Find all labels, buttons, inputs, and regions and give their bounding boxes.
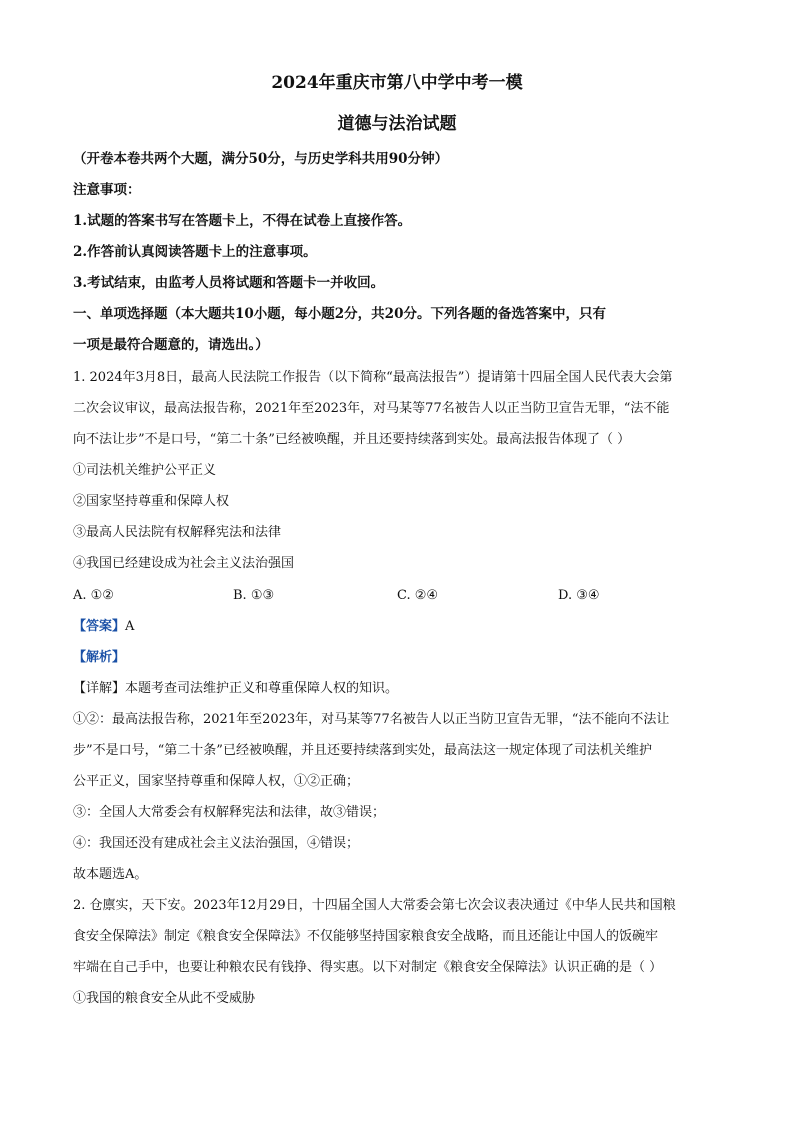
exam-title: 2024年重庆市第八中学中考一模 <box>271 73 523 93</box>
section-heading: 一、单项选择题（本大题共10小题，每小题2分，共20分。下列各题的备选答案中，只有 <box>73 306 606 322</box>
note-item: 3.考试结束，由监考人员将试题和答题卡一并收回。 <box>73 275 385 291</box>
answer-tag: 【答案】 <box>73 619 126 634</box>
detail-tag: 【详解】 <box>73 681 126 696</box>
q1-statement: ②国家坚持尊重和保障人权 <box>73 494 230 509</box>
q1-statement: ④我国已经建设成为社会主义法治强国 <box>73 556 295 571</box>
q1-stem: 1. 2024年3月8日，最高人民法院工作报告（以下简称“最高法报告”）提请第十四届全国人民代表大会第 <box>73 370 673 385</box>
detail-intro: 本题考查司法维护正义和尊重保障人权的知识。 <box>125 681 399 696</box>
q1-statement: ③最高人民法院有权解释宪法和法律 <box>73 525 282 540</box>
q2-stem: 2. 仓廪实，天下安。2023年12月29日，十四届全国人大常委会第七次会议表决通过《中华人民共和国粮 <box>73 898 676 913</box>
section-heading-cont: 一项是最符合题意的，请选出。） <box>73 337 269 353</box>
q1-detail-line: ③：全国人大常委会有权解释宪法和法律，故③错误； <box>73 805 386 820</box>
q1-statement: ①司法机关维护公平正义 <box>73 463 217 478</box>
q1-detail-line: ④：我国还没有建成社会主义法治强国，④错误； <box>73 836 360 851</box>
q1-answer-line <box>73 617 733 637</box>
q1-detail-intro-line <box>73 679 733 699</box>
q1-detail-line: 步”不是口号，“第二十条”已经被唤醒，并且还要持续落到实处，最高法这一规定体现了司法机关维护 <box>73 743 652 758</box>
exam-subtitle: 道德与法治试题 <box>337 114 457 134</box>
q1-detail-line: 公平正义，国家坚持尊重和保障人权，①②正确； <box>73 774 360 789</box>
note-item: 2.作答前认真阅读答题卡上的注意事项。 <box>73 244 317 260</box>
q1-analysis-line <box>73 648 733 668</box>
exam-info: （开卷本卷共两个大题，满分50分，与历史学科共用90分钟） <box>73 151 449 167</box>
analysis-tag: 【解析】 <box>73 650 126 665</box>
q1-option-d: D. ③④ <box>558 588 600 603</box>
q1-stem: 二次会议审议，最高法报告称，2021年至2023年，对马某等77名被告人以正当防卫宣告无罪，“法不能 <box>73 401 670 416</box>
answer-value: A <box>125 619 135 634</box>
q1-detail-line: ①②：最高法报告称，2021年至2023年，对马某等77名被告人以正当防卫宣告无罪，“法不能向不法让 <box>73 712 670 727</box>
q2-stem: 牢端在自己手中，也要让种粮农民有钱挣、得实惠。以下对制定《粮食安全保障法》认识正确的是（ ） <box>73 960 663 975</box>
q1-option-b: B. ①③ <box>233 588 275 603</box>
q1-option-a: A. ①② <box>73 588 114 603</box>
notes-heading: 注意事项： <box>73 182 141 198</box>
q1-stem: 向不法让步”不是口号，“第二十条”已经被唤醒，并且还要持续落到实处。最高法报告体现了（ ） <box>73 432 631 447</box>
note-item: 1.试题的答案书写在答题卡上，不得在试卷上直接作答。 <box>73 213 412 229</box>
q1-detail-line: 故本题选A。 <box>73 867 148 882</box>
q1-option-c: C. ②④ <box>397 588 439 603</box>
q2-statement: ①我国的粮食安全从此不受威胁 <box>73 991 256 1006</box>
q2-stem: 食安全保障法》制定《粮食安全保障法》不仅能够坚持国家粮食安全战略，而且还能让中国人的饭碗牢 <box>73 929 659 944</box>
